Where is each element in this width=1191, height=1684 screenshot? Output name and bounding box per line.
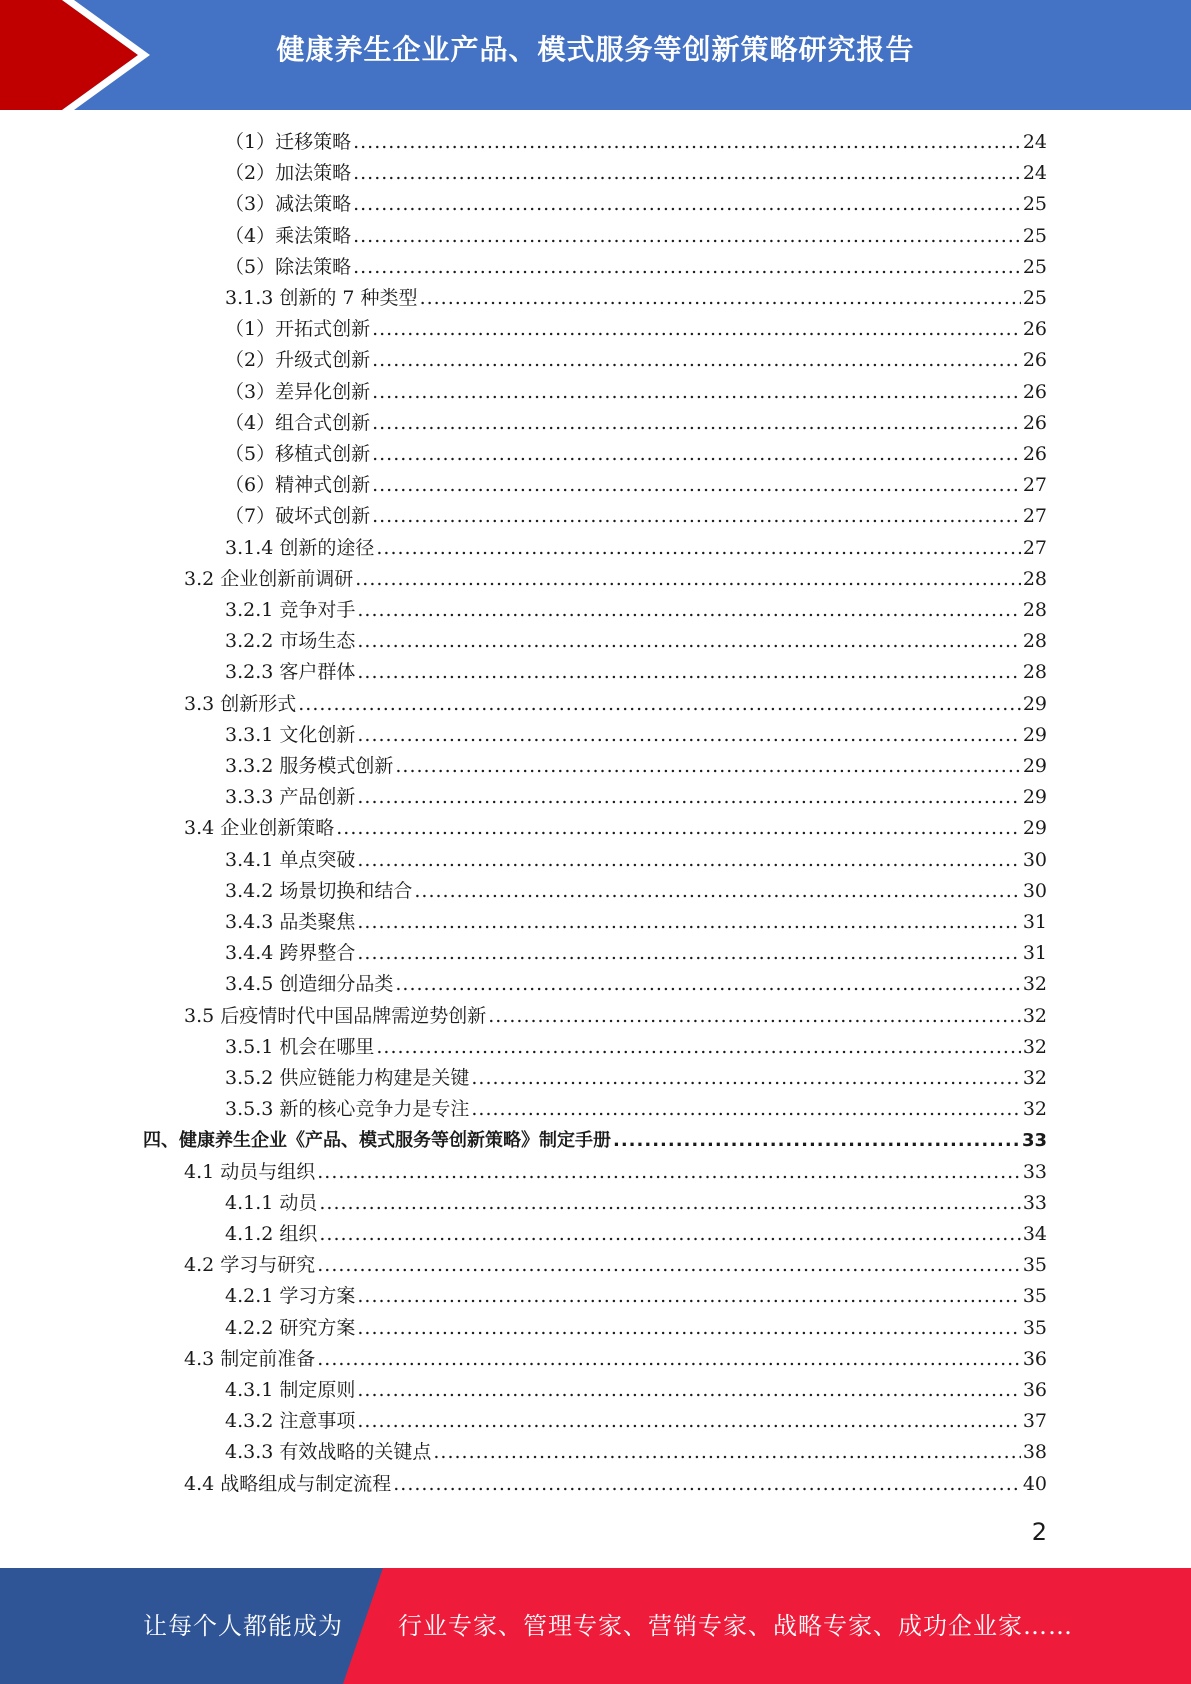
toc-entry-page: 34 — [1022, 1223, 1047, 1245]
toc-entry-label: 3.3.2 服务模式创新 — [225, 755, 394, 777]
toc-entry-page: 28 — [1022, 630, 1047, 652]
toc-entry[interactable] — [225, 595, 1047, 626]
toc-entry-page: 36 — [1022, 1379, 1047, 1401]
toc-leader-dots — [376, 533, 1020, 564]
toc-leader-dots — [357, 845, 1020, 876]
toc-leader-dots — [357, 782, 1020, 813]
toc-leader-dots — [357, 1375, 1020, 1406]
toc-leader-dots — [317, 1250, 1021, 1281]
toc-leader-dots — [357, 720, 1020, 751]
toc-leader-dots — [372, 345, 1021, 376]
toc-entry[interactable] — [225, 283, 1047, 314]
toc-entry-label: 3.4.3 品类聚焦 — [225, 911, 356, 933]
toc-entry-page: 25 — [1022, 193, 1047, 215]
toc-entry-page: 37 — [1022, 1410, 1047, 1432]
toc-entry-page: 27 — [1022, 505, 1047, 527]
toc-leader-dots — [353, 252, 1021, 283]
footer-slogan-left: 让每个人都能成为 — [143, 1612, 343, 1640]
toc-entry[interactable] — [225, 408, 1047, 439]
toc-leader-dots — [372, 408, 1021, 439]
toc-entry-page: 27 — [1022, 537, 1047, 559]
toc-entry[interactable] — [225, 626, 1047, 657]
page-number: 2 — [1031, 1518, 1047, 1546]
toc-leader-dots — [357, 1281, 1020, 1312]
toc-leader-dots — [420, 283, 1021, 314]
toc-entry-page: 29 — [1022, 693, 1047, 715]
header-chevron-icon — [0, 0, 160, 110]
toc-entry[interactable] — [184, 1001, 1047, 1032]
toc-entry[interactable] — [225, 345, 1047, 376]
toc-entry-page: 28 — [1022, 661, 1047, 683]
page-footer — [0, 1568, 1191, 1684]
toc-entry-label: 3.2 企业创新前调研 — [184, 568, 354, 590]
toc-entry[interactable] — [225, 533, 1047, 564]
toc-leader-dots — [319, 1219, 1020, 1250]
toc-entry-page: 40 — [1022, 1473, 1047, 1495]
toc-entry-page: 27 — [1022, 474, 1047, 496]
toc-leader-dots — [433, 1437, 1020, 1468]
toc-leader-dots — [357, 938, 1020, 969]
toc-leader-dots — [393, 1469, 1021, 1500]
toc-entry[interactable] — [225, 1094, 1047, 1125]
toc-leader-dots — [357, 657, 1020, 688]
toc-entry[interactable] — [225, 1437, 1047, 1468]
toc-entry[interactable] — [225, 876, 1047, 907]
toc-entry-page: 32 — [1022, 1036, 1047, 1058]
toc-entry-page: 26 — [1022, 349, 1047, 371]
toc-entry[interactable] — [225, 969, 1047, 1000]
toc-entry-label: 3.5.3 新的核心竞争力是专注 — [225, 1098, 470, 1120]
toc-leader-dots — [336, 813, 1021, 844]
toc-leader-dots — [395, 969, 1020, 1000]
toc-entry[interactable] — [225, 221, 1047, 252]
toc-entry[interactable] — [225, 314, 1047, 345]
toc-entry[interactable] — [225, 1406, 1047, 1437]
toc-entry-label: 4.3.2 注意事项 — [225, 1410, 356, 1432]
toc-entry[interactable] — [225, 907, 1047, 938]
toc-entry[interactable] — [225, 439, 1047, 470]
toc-entry-page: 29 — [1022, 817, 1047, 839]
toc-entry[interactable] — [225, 751, 1047, 782]
toc-leader-dots — [372, 439, 1021, 470]
toc-leader-dots — [298, 689, 1021, 720]
toc-entry-label: 4.1.1 动员 — [225, 1192, 318, 1214]
toc-entry-page: 32 — [1022, 1098, 1047, 1120]
toc-leader-dots — [355, 564, 1021, 595]
toc-leader-dots — [353, 127, 1021, 158]
toc-entry-page: 33 — [1022, 1192, 1047, 1214]
toc-entry-page: 30 — [1022, 849, 1047, 871]
toc-entry[interactable] — [225, 1219, 1047, 1250]
toc-entry-page: 29 — [1022, 786, 1047, 808]
toc-entry[interactable] — [225, 1032, 1047, 1063]
toc-entry-label: 3.4.5 创造细分品类 — [225, 973, 394, 995]
toc-leader-dots — [372, 501, 1021, 532]
toc-leader-dots — [471, 1094, 1020, 1125]
toc-entry[interactable] — [225, 158, 1047, 189]
toc-entry-page: 29 — [1022, 724, 1047, 746]
toc-entry[interactable] — [225, 657, 1047, 688]
toc-entry-label: 4.1.2 组织 — [225, 1223, 318, 1245]
toc-leader-dots — [414, 876, 1020, 907]
toc-entry-label: 3.3.1 文化创新 — [225, 724, 356, 746]
toc-entry-page: 38 — [1022, 1441, 1047, 1463]
toc-entry-page: 35 — [1022, 1254, 1047, 1276]
footer-slogan-right: 行业专家、管理专家、营销专家、战略专家、成功企业家…… — [398, 1612, 1073, 1640]
toc-entry-page: 28 — [1022, 599, 1047, 621]
toc-leader-dots — [317, 1157, 1021, 1188]
toc-leader-dots — [353, 158, 1021, 189]
toc-entry-label: （1）开拓式创新 — [225, 318, 371, 340]
toc-entry-page: 31 — [1022, 942, 1047, 964]
toc-leader-dots — [357, 626, 1020, 657]
toc-entry-page: 24 — [1022, 162, 1047, 184]
toc-entry[interactable] — [225, 1281, 1047, 1312]
toc-entry[interactable] — [225, 1063, 1047, 1094]
toc-entry-label: 4.3.3 有效战略的关键点 — [225, 1441, 432, 1463]
toc-entry-page: 25 — [1022, 287, 1047, 309]
toc-entry-label: （4）乘法策略 — [225, 225, 352, 247]
toc-entry-page: 26 — [1022, 318, 1047, 340]
toc-leader-dots — [613, 1125, 1020, 1156]
toc-entry-label: 3.4.4 跨界整合 — [225, 942, 356, 964]
toc-entry[interactable] — [143, 1125, 1047, 1156]
toc-entry[interactable] — [184, 1344, 1047, 1375]
toc-entry-page: 32 — [1022, 973, 1047, 995]
toc-entry[interactable] — [184, 813, 1047, 844]
toc-entry[interactable] — [225, 127, 1047, 158]
toc-entry-label: （3）差异化创新 — [225, 381, 371, 403]
toc-entry-page: 35 — [1022, 1317, 1047, 1339]
toc-entry-page: 29 — [1022, 755, 1047, 777]
toc-entry-page: 33 — [1022, 1161, 1047, 1183]
toc-entry[interactable] — [184, 1469, 1047, 1500]
toc-entry-label: 3.1.3 创新的 7 种类型 — [225, 287, 418, 309]
toc-entry[interactable] — [184, 1250, 1047, 1281]
toc-entry-label: （1）迁移策略 — [225, 131, 352, 153]
toc-entry-label: 四、健康养生企业《产品、模式服务等创新策略》制定手册 — [143, 1130, 611, 1151]
toc-entry-label: 3.2.1 竞争对手 — [225, 599, 356, 621]
toc-entry-label: 3.5 后疫情时代中国品牌需逆势创新 — [184, 1005, 487, 1027]
toc-entry[interactable] — [225, 1375, 1047, 1406]
toc-entry-label: 3.5.1 机会在哪里 — [225, 1036, 375, 1058]
toc-leader-dots — [357, 1406, 1020, 1437]
toc-entry[interactable] — [225, 938, 1047, 969]
toc-entry-page: 30 — [1022, 880, 1047, 902]
toc-entry[interactable] — [225, 470, 1047, 501]
toc-entry-label: 3.4 企业创新策略 — [184, 817, 335, 839]
toc-entry[interactable] — [184, 1157, 1047, 1188]
toc-entry-page: 36 — [1022, 1348, 1047, 1370]
toc-entry-page: 25 — [1022, 225, 1047, 247]
toc-entry-page: 24 — [1022, 131, 1047, 153]
toc-entry[interactable] — [225, 1188, 1047, 1219]
toc-entry-label: 4.2.1 学习方案 — [225, 1285, 356, 1307]
toc-leader-dots — [319, 1188, 1020, 1219]
toc-entry-label: （2）升级式创新 — [225, 349, 371, 371]
toc-entry-label: 3.4.2 场景切换和结合 — [225, 880, 413, 902]
toc-entry-label: 3.3.3 产品创新 — [225, 786, 356, 808]
toc-leader-dots — [357, 1313, 1020, 1344]
toc-leader-dots — [353, 221, 1021, 252]
toc-leader-dots — [471, 1063, 1020, 1094]
toc-leader-dots — [357, 907, 1020, 938]
toc-entry-label: 4.3.1 制定原则 — [225, 1379, 356, 1401]
toc-entry-label: 3.4.1 单点突破 — [225, 849, 356, 871]
toc-entry[interactable] — [225, 252, 1047, 283]
toc-entry-label: （6）精神式创新 — [225, 474, 371, 496]
toc-entry[interactable] — [225, 782, 1047, 813]
toc-entry-page: 26 — [1022, 443, 1047, 465]
toc-entry-label: （7）破坏式创新 — [225, 505, 371, 527]
toc-entry-page: 26 — [1022, 381, 1047, 403]
toc-entry[interactable] — [225, 189, 1047, 220]
toc-entry-label: 3.2.3 客户群体 — [225, 661, 356, 683]
toc-entry[interactable] — [225, 1313, 1047, 1344]
toc-entry-label: 3.1.4 创新的途径 — [225, 537, 375, 559]
toc-entry-page: 32 — [1022, 1067, 1047, 1089]
toc-entry-label: （5）除法策略 — [225, 256, 352, 278]
toc-entry-label: 3.3 创新形式 — [184, 693, 297, 715]
toc-entry[interactable] — [225, 377, 1047, 408]
toc-entry-page: 25 — [1022, 256, 1047, 278]
toc-leader-dots — [372, 377, 1021, 408]
toc-entry[interactable] — [184, 689, 1047, 720]
toc-entry-label: （2）加法策略 — [225, 162, 352, 184]
toc-leader-dots — [372, 470, 1021, 501]
toc-entry-label: （4）组合式创新 — [225, 412, 371, 434]
toc-entry[interactable] — [225, 501, 1047, 532]
toc-entry-page: 35 — [1022, 1285, 1047, 1307]
toc-entry-page: 28 — [1022, 568, 1047, 590]
toc-entry[interactable] — [225, 720, 1047, 751]
toc-leader-dots — [372, 314, 1021, 345]
toc-entry-page: 31 — [1022, 911, 1047, 933]
toc-entry-label: （3）减法策略 — [225, 193, 352, 215]
toc-entry[interactable] — [225, 845, 1047, 876]
toc-entry-label: （5）移植式创新 — [225, 443, 371, 465]
toc-entry-label: 4.2 学习与研究 — [184, 1254, 316, 1276]
toc-leader-dots — [317, 1344, 1021, 1375]
toc-entry-label: 3.5.2 供应链能力构建是关键 — [225, 1067, 470, 1089]
page-title: 健康养生企业产品、模式服务等创新策略研究报告 — [276, 33, 915, 66]
toc-entry-page: 33 — [1021, 1130, 1047, 1151]
toc-entry-label: 4.1 动员与组织 — [184, 1161, 316, 1183]
toc-entry-label: 4.2.2 研究方案 — [225, 1317, 356, 1339]
toc-leader-dots — [376, 1032, 1020, 1063]
toc-entry-label: 4.3 制定前准备 — [184, 1348, 316, 1370]
toc-entry-label: 4.4 战略组成与制定流程 — [184, 1473, 392, 1495]
toc-entry-label: 3.2.2 市场生态 — [225, 630, 356, 652]
toc-leader-dots — [357, 595, 1020, 626]
toc-leader-dots — [395, 751, 1020, 782]
toc-entry-page: 32 — [1022, 1005, 1047, 1027]
toc-leader-dots — [488, 1001, 1021, 1032]
page-header — [0, 0, 1191, 110]
toc-entry-page: 26 — [1022, 412, 1047, 434]
toc-entry[interactable] — [184, 564, 1047, 595]
toc-leader-dots — [353, 189, 1021, 220]
